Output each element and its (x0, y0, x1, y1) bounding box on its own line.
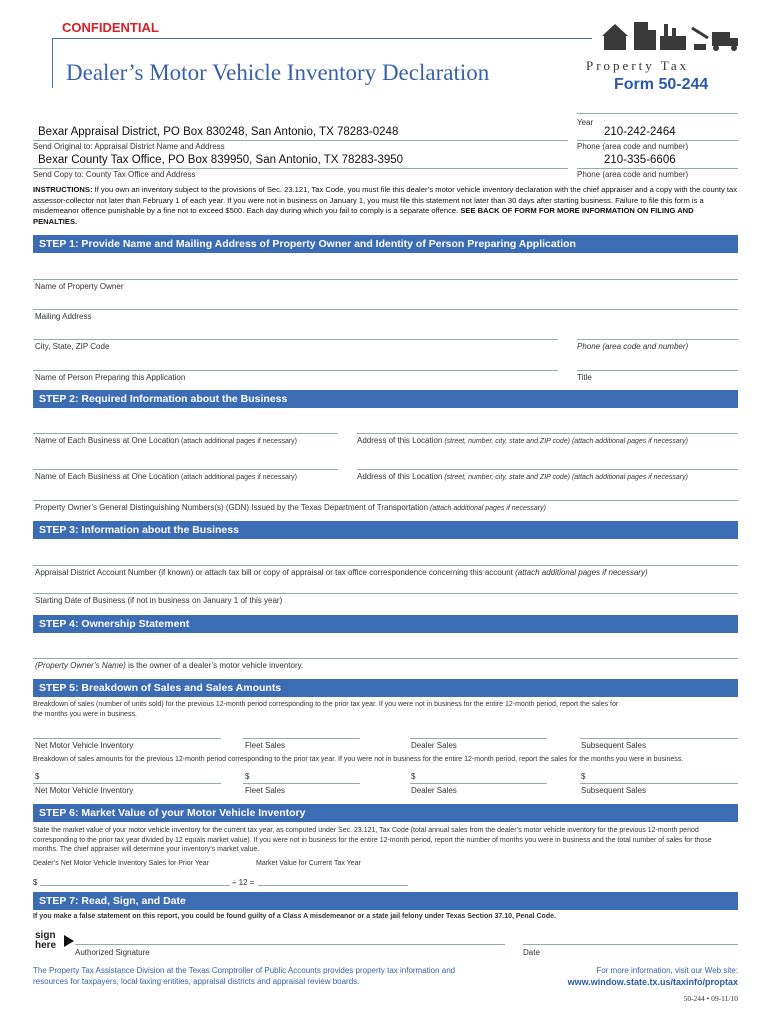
send-copy-label: Send Copy to: County Tax Office and Address (33, 170, 196, 179)
net-sales-field[interactable] (40, 885, 230, 886)
form-revision-code: 50-244 • 09-11/10 (683, 994, 738, 1003)
step1-header: STEP 1: Provide Name and Mailing Address of Property Owner and Identity of Person Preparing Application (33, 235, 738, 253)
net-sales-label: Dealer’s Net Motor Vehicle Inventory Sales for Prior Year (33, 860, 209, 867)
business-name-field-1[interactable] (33, 433, 338, 434)
year-label: Year (577, 118, 594, 127)
header-rule (52, 38, 592, 39)
business-name-field-2[interactable] (33, 469, 338, 470)
business-address-label-1: Address of this Location (street, number, city, state and ZIP code) (attach additional pages if necessary) (357, 436, 688, 445)
false-statement-warning: If you make a false statement on this report, you could be found guilty of a Class A misdemeanor or a state jail felony under Texas Section 37.10, Penal Code. (33, 913, 556, 920)
form-title: Dealer’s Motor Vehicle Inventory Declaration (66, 60, 490, 85)
city-label: City, State, ZIP Code (35, 342, 110, 351)
units-dealer-field[interactable] (410, 738, 547, 739)
account-number-label: Appraisal District Account Number (if known) or attach tax bill or copy of appraisal or tax office correspondence concerning this account (attach additional pages if necessary) (35, 568, 648, 577)
step3-header: STEP 3: Information about the Business (33, 521, 738, 539)
amount-dealer-dollar: $ (411, 772, 416, 781)
send-copy-phone-label: Phone (area code and number) (577, 170, 689, 179)
signature-label: Authorized Signature (75, 948, 150, 957)
send-original-phone-label: Phone (area code and number) (577, 142, 689, 151)
step6-header: STEP 6: Market Value of your Motor Vehicle Inventory (33, 804, 738, 822)
market-value-instructions: State the market value of your motor vehicle inventory for the current tax year, as computed under Sec. 23.121, Tax Code (total annual sales from the dealer’s motor vehicle inventory for the previous 12-month period corresponding to the prior tax year divided by 12 equals market value). If you were not in business for the entire 12-month period, report the number of months you were in business and the total number of sales for those months. The chief appraiser will determine your inventory’s market value. (33, 827, 712, 853)
footer-description: The Property Tax Assistance Division at the Texas Comptroller of Public Accounts provides property tax information and resources for taxpayers, local taxing entities, appraisal districts and appraisal review boards. (33, 966, 456, 986)
business-address-field-1[interactable] (357, 433, 738, 434)
business-address-field-2[interactable] (357, 469, 738, 470)
units-subsequent-field[interactable] (580, 738, 738, 739)
step4-header: STEP 4: Ownership Statement (33, 615, 738, 633)
amount-net-dollar: $ (35, 772, 40, 781)
market-value-label: Market Value for Current Tax Year (256, 860, 361, 867)
send-original-label: Send Original to: Appraisal District Name and Address (33, 142, 225, 151)
start-date-label: Starting Date of Business (if not in business on January 1 of this year) (35, 596, 283, 605)
amount-fleet-field[interactable] (243, 783, 360, 784)
market-value-field[interactable] (258, 885, 408, 886)
business-name-label-1: Name of Each Business at One Location (attach additional pages if necessary) (35, 436, 297, 445)
truck-icon (712, 32, 730, 46)
send-original-value[interactable]: Bexar Appraisal District, PO Box 830248, San Antonio, TX 78283-0248 (38, 126, 399, 138)
net-sales-dollar: $ (33, 878, 38, 887)
pointer-arrow-icon (64, 935, 74, 947)
step7-header: STEP 7: Read, Sign, and Date (33, 892, 738, 910)
office-icon (634, 22, 648, 50)
account-number-field[interactable] (33, 565, 738, 566)
house-icon (604, 34, 626, 50)
amount-dealer-label: Dealer Sales (411, 786, 457, 795)
amount-fleet-dollar: $ (245, 772, 250, 781)
preparer-field[interactable] (33, 370, 558, 371)
confidential-label: CONFIDENTIAL (62, 20, 159, 35)
oil-derrick-icon (694, 44, 706, 50)
amounts-instructions: Breakdown of sales amounts for the previous 12-month period corresponding to the prior tax year. If you were not in business for the entire 12-month period, report the sales for the months you were in business. (33, 756, 684, 763)
ownership-statement: (Property Owner’s Name) is the owner of a dealer’s motor vehicle inventory. (35, 661, 304, 670)
units-instructions: Breakdown of sales (number of units sold) for the previous 12-month period corresponding to the prior tax year. If you were not in business for the entire 12-month period, report the sales for the months you were in business. (33, 701, 619, 718)
header-vertical-rule (52, 38, 53, 88)
form-number: Form 50-244 (614, 76, 709, 93)
factory-icon (660, 36, 686, 50)
year-field[interactable] (577, 113, 738, 114)
footer-more-info: For more information, visit our Web site: (596, 966, 738, 975)
amount-subsequent-field[interactable] (580, 783, 738, 784)
units-dealer-label: Dealer Sales (411, 741, 457, 750)
property-icons (600, 14, 740, 54)
owner-phone-field[interactable] (577, 339, 738, 340)
footer-website-link[interactable]: www.window.state.tx.us/taxinfo/proptax (567, 977, 738, 987)
units-subsequent-label: Subsequent Sales (581, 741, 646, 750)
amount-net-field[interactable] (33, 783, 221, 784)
divide-by-twelve: ÷ 12 = (232, 878, 255, 887)
amount-subsequent-label: Subsequent Sales (581, 786, 646, 795)
send-original-phone[interactable]: 210-242-2464 (604, 126, 676, 138)
city-field[interactable] (33, 339, 558, 340)
preparer-title-label: Title (577, 373, 592, 382)
owner-phone-label: Phone (area code and number) (577, 342, 689, 351)
units-fleet-label: Fleet Sales (245, 741, 286, 750)
send-copy-phone[interactable]: 210-335-6606 (604, 154, 676, 166)
owner-name-label: Name of Property Owner (35, 282, 124, 291)
units-net-label: Net Motor Vehicle Inventory (35, 741, 134, 750)
step5-header: STEP 5: Breakdown of Sales and Sales Amounts (33, 679, 738, 697)
send-copy-value[interactable]: Bexar County Tax Office, PO Box 839950, San Antonio, TX 78283-3950 (38, 154, 404, 166)
amount-subsequent-dollar: $ (581, 772, 586, 781)
mailing-address-field[interactable] (33, 309, 738, 310)
preparer-label: Name of Person Preparing this Application (35, 373, 186, 382)
amount-net-label: Net Motor Vehicle Inventory (35, 786, 134, 795)
amount-fleet-label: Fleet Sales (245, 786, 286, 795)
units-fleet-field[interactable] (243, 738, 360, 739)
amount-dealer-field[interactable] (410, 783, 547, 784)
gdn-label: Property Owner’s General Distinguishing Numbers(s) (GDN) Issued by the Texas Department of Transportation (attach additional pages if necessary) (35, 503, 546, 512)
form-category: Property Tax (586, 58, 690, 73)
business-address-label-2: Address of this Location (street, number, city, state and ZIP code) (attach additional pages if necessary) (357, 472, 688, 481)
step2-header: STEP 2: Required Information about the Business (33, 390, 738, 408)
mailing-address-label: Mailing Address (35, 312, 92, 321)
gdn-field[interactable] (33, 500, 738, 501)
signature-field[interactable] (75, 944, 505, 945)
instructions: INSTRUCTIONS: If you own an inventory subject to the provisions of Sec. 23.121, Tax Code, you must file this dealer’s motor vehicle inventory declaration with the chief appraiser and a copy with the county tax assessor-collector not later than February 1 of each year. If you were not in business on January 1, you must file this statement not later than 30 days after starting business. Failure to file this form is a misdemeanor offence punishable by a fine not to exceed $500. Each day during which you fail to comply is a separate offence. SEE BACK OF FORM FOR MORE INFORMATION ON FILING AND PENALTIES. (33, 185, 738, 226)
date-label: Date (523, 948, 540, 957)
start-date-field[interactable] (33, 593, 738, 594)
units-net-field[interactable] (33, 738, 221, 739)
date-field[interactable] (523, 944, 738, 945)
business-name-label-2: Name of Each Business at One Location (attach additional pages if necessary) (35, 472, 297, 481)
ownership-field[interactable] (33, 658, 738, 659)
owner-name-field[interactable] (33, 279, 738, 280)
sign-here-marker: sign here (35, 931, 75, 959)
preparer-title-field[interactable] (577, 370, 738, 371)
